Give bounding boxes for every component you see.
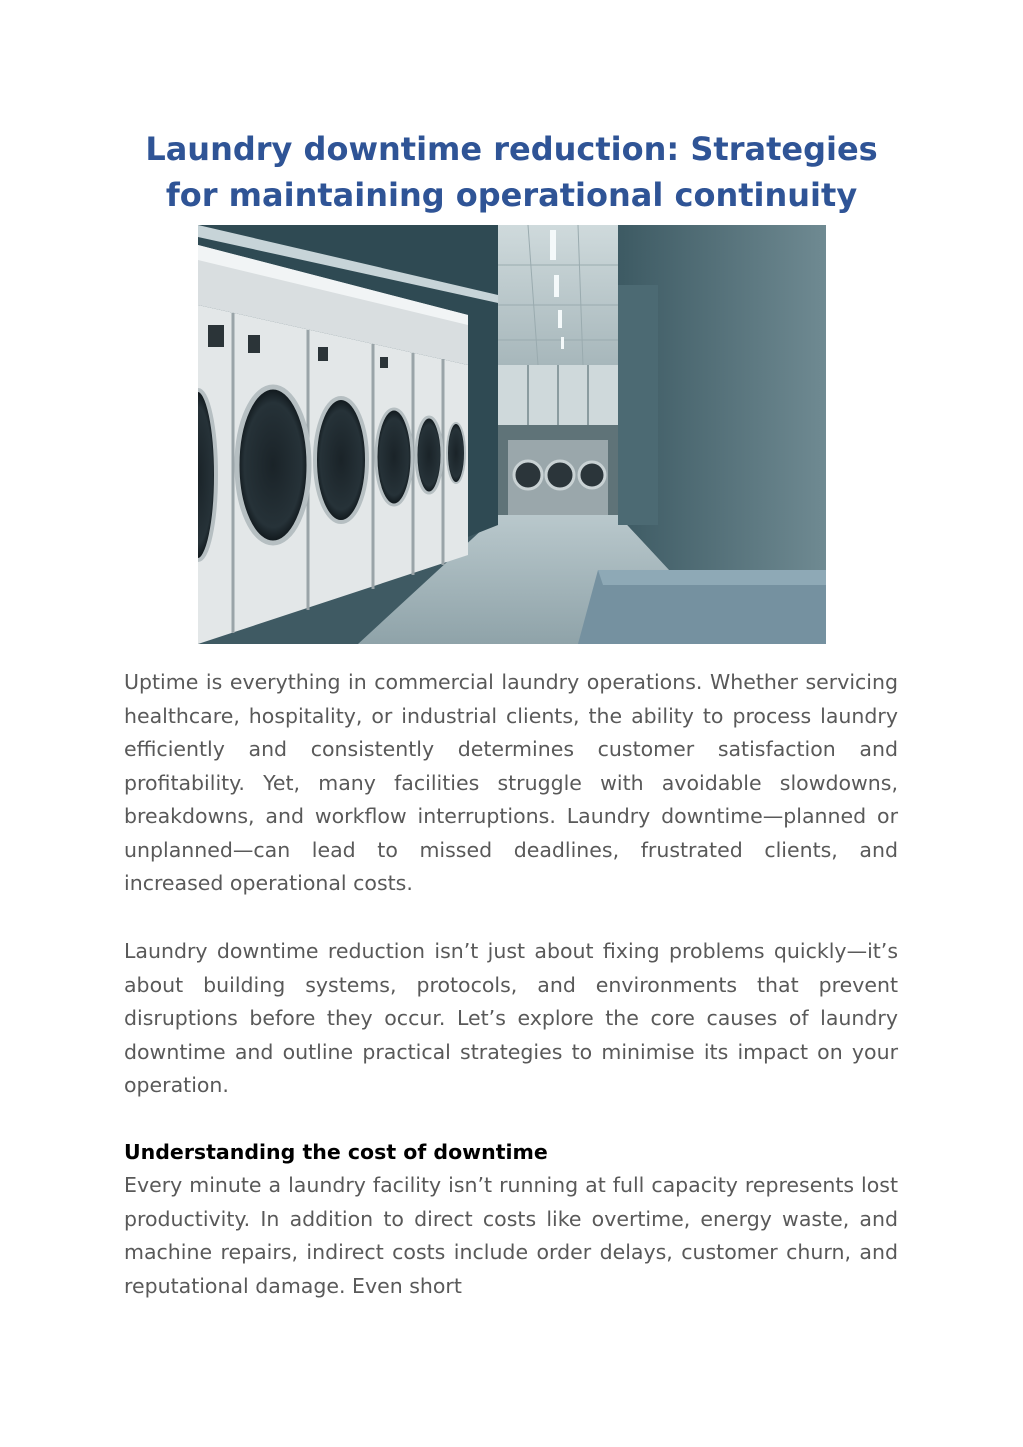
- laundromat-photo: [198, 225, 826, 644]
- second-paragraph: Laundry downtime reduction isn’t just about fixing problems quickly—it’s about building systems, protocols, and environments that prevent disruptions before they occur. Let’s explore the core causes of laundry downtime and outline practical strategies to minimise its impact on your operation.: [124, 939, 898, 1097]
- section-heading: Understanding the cost of downtime: [124, 1140, 548, 1164]
- document-title: Laundry downtime reduction: Strategies for maintaining operational continuity: [145, 130, 878, 214]
- intro-paragraph: Uptime is everything in commercial laundry operations. Whether servicing healthcare, hospitality, or industrial clients, the ability to process laundry efficiently and consistently determines customer satisfaction and profitability. Yet, many facilities struggle with avoidable slowdowns, breakdowns, and workflow interruptions. Laundry downtime—planned or unplanned—can lead to missed deadlines, frustrated clients, and increased operational costs.: [124, 670, 898, 895]
- section-paragraph: Every minute a laundry facility isn’t running at full capacity represents lost productivity. In addition to direct costs like overtime, energy waste, and machine repairs, indirect costs include order delays, customer churn, and reputational damage. Even short: [124, 1173, 898, 1298]
